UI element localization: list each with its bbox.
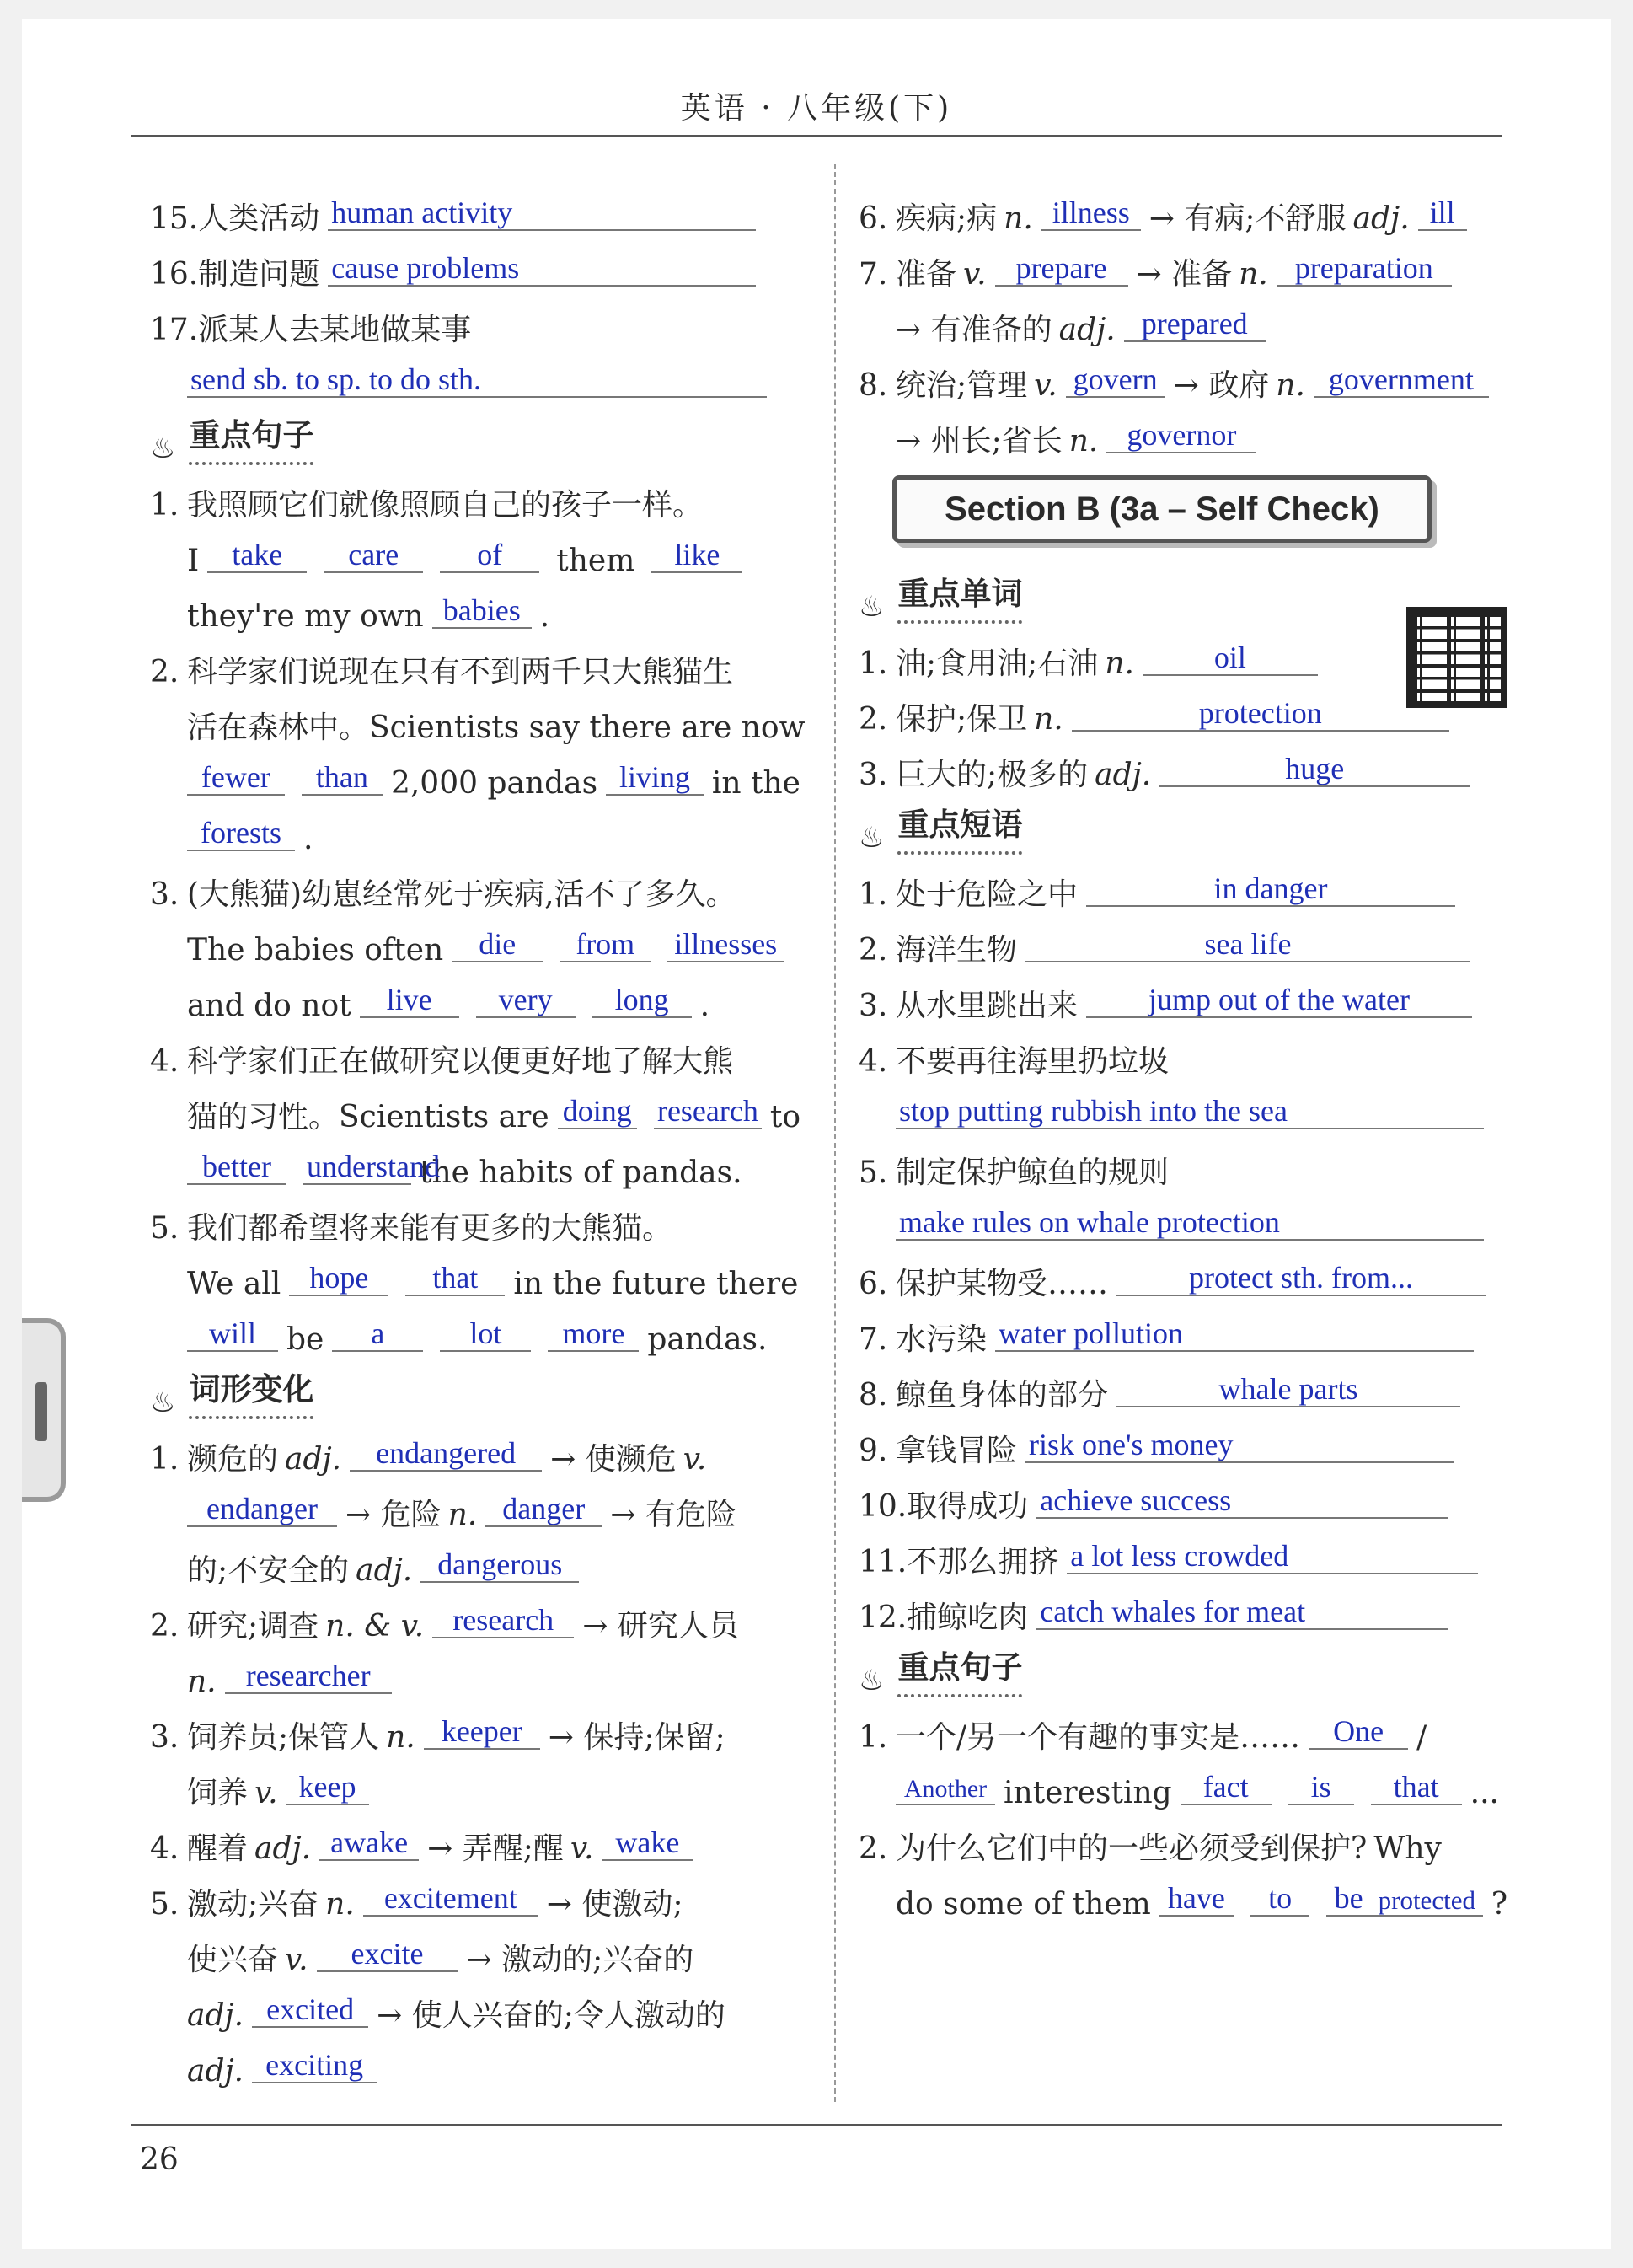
phrase-item: 4. 不要再往海里扔垃圾: [859, 1044, 1170, 1079]
word-form-item: 4. 醒着 adj. awake → 弄醒;醒 v. wake: [150, 1809, 800, 1864]
answer: in danger: [1086, 873, 1455, 907]
answer: forests: [187, 818, 295, 851]
word-form-item: 6. 疾病;病 n. illness → 有病;不舒服 adj. ill: [859, 179, 1507, 234]
answer: exciting: [252, 2050, 377, 2083]
answer: government: [1314, 364, 1489, 398]
answer: whale parts: [1116, 1374, 1460, 1407]
sentence-item: 5. 我们都希望将来能有更多的大熊猫。: [150, 1211, 673, 1246]
left-column: 15. 人类活动 human activity 16. 制造问题 cause problems 17. 派某人去某地做某事 send sb. to sp. to do sth. ♨ 重点句子 1. 我照顾它们就像照顾自己的孩子一样。 I take care of them like they're my own babies . 2. 科学家们说现在只有不到两千只大熊猫生 活在森林中。 Scientists say there are now fewer than 2,000 pandas living in the forests . 3. (大熊猫)幼崽经常死于疾病,活不了多久。 The babies often die from illnesses and do not live very long . 4. 科学家们正在做研究以便更好地了解大熊 猫的习性。 Scientists are doing research to better understand the habits of pandas. 5. 我们都希望将来能有更多的大熊猫。 We all hope that in the future there will be a lot more pandas. ♨ 词形变化 1. 濒危的 adj. endangered → 使濒危 v. endanger → 危险 n. danger → 有危险 的;不安全的 adj. dangerous 2. 研究;调查 n. & v. research → 研究人员 n. researcher 3. 饲养员;保管人 n. keeper → 保持;保留; 饲养 v. keep 4. 醒着 adj. awake → 弄醒;醒 v. wake 5. 激动;兴奋 n. excitement → 使激动; 使兴奋 v. excite → 激动的;兴奋的 adj. excited → 使人兴奋的;令人激动的 adj. exciting: [150, 179, 800, 2087]
column-divider: [834, 164, 836, 2102]
answer: water pollution: [995, 1318, 1474, 1352]
answer: protected: [1371, 1887, 1483, 1917]
answer: catch whales for meat: [1036, 1596, 1448, 1630]
answer: protection: [1072, 698, 1449, 732]
answer: jump out of the water: [1086, 984, 1472, 1018]
footer-rule: [131, 2124, 1502, 2126]
answer: One: [1309, 1716, 1408, 1750]
answer: have: [1159, 1883, 1234, 1917]
answer: understand: [303, 1151, 411, 1185]
steam-icon: ♨: [859, 1664, 885, 1697]
sentence-item: 2. 科学家们说现在只有不到两千只大熊猫生: [150, 655, 734, 689]
answer: huge: [1159, 753, 1470, 787]
answer: research: [654, 1096, 762, 1129]
answer: danger: [485, 1493, 602, 1527]
answer: researcher: [225, 1660, 392, 1694]
right-column: 6. 疾病;病 n. illness → 有病;不舒服 adj. ill 7. 准备 v. prepare → 准备 n. preparation → 有准备的 adj. prepared 8. 统治;管理 v. govern → 政府 n. government → 州长;省长 n. governor Section B (3a – Self Check) ♨ 重点单词 1. 油;食用油;石油 n. oil 2. 保护;保卫 n. protection 3. 巨大的;极多的 adj. huge ♨ 重点短语 1. 处于危险之中 in danger 2. 海洋生物 sea life 3. 从水里跳出来 jump out of the water 4. 不要再往海里扔垃圾 stop putting rubbish into the sea 5. 制定保护鲸鱼的规则 make rules on whale protection 6. 保护某物受…… protect sth. from... 7. 水污染 water pollution 8. 鲸鱼身体的部分 whale parts 9. 拿钱冒险 risk one's money 10. 取得成功 achieve success 11. 不那么拥挤 a lot less crowded 12. 捕鲸吃肉 catch whales for meat ♨ 重点句子 1. 一个/另一个有趣的事实是…… One / Another interesting fact is that ... 2. 为什么它们中的一些必须受到保护? Why do some of them have to be protected ?: [859, 179, 1507, 1920]
sentence-item: 2. 为什么它们中的一些必须受到保护? Why: [859, 1831, 1442, 1866]
section-banner: Section B (3a – Self Check): [892, 475, 1432, 543]
answer: awake: [319, 1827, 419, 1861]
word-form-item: 8. 统治;管理 v. govern → 政府 n. government: [859, 346, 1507, 401]
phrase-item: 9. 拿钱冒险 risk one's money: [859, 1411, 1507, 1466]
answer: risk one's money: [1025, 1429, 1454, 1463]
sentence-item: 3. (大熊猫)幼崽经常死于疾病,活不了多久。: [150, 877, 736, 912]
answer: of: [440, 539, 539, 573]
answer: more: [548, 1318, 639, 1352]
answer: govern: [1066, 364, 1165, 398]
phrase-item: 10. 取得成功 achieve success: [859, 1466, 1507, 1522]
answer: governor: [1106, 420, 1256, 453]
answer: keeper: [424, 1716, 540, 1750]
word-form-item: 2. 研究;调查 n. & v. research → 研究人员: [150, 1603, 739, 1643]
answer: stop putting rubbish into the sea: [896, 1096, 1484, 1129]
answer: hope: [289, 1263, 388, 1296]
phrase-item: 1. 处于危险之中 in danger: [859, 855, 1507, 910]
word-form-item: 5. 激动;兴奋 n. excitement → 使激动;: [150, 1881, 683, 1922]
word-form-item: 1. 濒危的 adj. endangered → 使濒危 v.: [150, 1436, 707, 1477]
section-title-word-forms: ♨ 词形变化: [150, 1355, 800, 1419]
answer: excitement: [363, 1883, 538, 1917]
phrase-item: 5. 制定保护鲸鱼的规则: [859, 1155, 1170, 1190]
phrase-item: 17. 派某人去某地做某事: [150, 313, 472, 347]
answer: cause problems: [328, 253, 756, 287]
answer: to: [1250, 1883, 1309, 1917]
answer: send sb. to sp. to do sth.: [187, 364, 767, 398]
answer: a lot less crowded: [1067, 1541, 1478, 1574]
answer: like: [651, 539, 742, 573]
answer: take: [207, 539, 307, 573]
answer: endangered: [350, 1438, 542, 1472]
phrase-item: 8. 鲸鱼身体的部分 whale parts: [859, 1355, 1507, 1411]
answer: keep: [286, 1772, 369, 1805]
section-title-key-phrases: ♨ 重点短语: [859, 791, 1507, 855]
answer: live: [360, 984, 459, 1018]
qr-code-icon[interactable]: [1406, 607, 1507, 708]
phrase-item: 3. 从水里跳出来 jump out of the water: [859, 966, 1507, 1021]
answer: fewer: [187, 762, 285, 796]
answer: lot: [440, 1318, 531, 1352]
answer: excite: [317, 1938, 458, 1972]
phrase-item: 16. 制造问题 cause problems: [150, 234, 800, 290]
steam-icon: ♨: [150, 432, 176, 465]
answer: long: [592, 984, 692, 1018]
phrase-item: 7. 水污染 water pollution: [859, 1300, 1507, 1355]
sentence-item: 1. 我照顾它们就像照顾自己的孩子一样。: [150, 488, 704, 523]
answer: endanger: [187, 1493, 337, 1527]
answer: oil: [1143, 642, 1318, 676]
sentence-item: 1. 一个/另一个有趣的事实是…… One /: [859, 1714, 1427, 1755]
answer: protect sth. from...: [1116, 1263, 1486, 1296]
word-item: 3. 巨大的;极多的 adj. huge: [859, 735, 1507, 791]
phrase-item: 12. 捕鲸吃肉 catch whales for meat: [859, 1578, 1507, 1633]
answer: very: [476, 984, 576, 1018]
answer: Another: [896, 1777, 995, 1805]
answer: living: [606, 762, 704, 796]
answer: ill: [1418, 197, 1467, 231]
answer: be: [1326, 1883, 1371, 1917]
word-form-item: 3. 饲养员;保管人 n. keeper → 保持;保留;: [150, 1714, 725, 1755]
answer: that: [1371, 1772, 1462, 1805]
answer: will: [187, 1318, 278, 1352]
answer: sea life: [1025, 929, 1470, 962]
answer: a: [332, 1318, 423, 1352]
answer: that: [405, 1263, 505, 1296]
answer: make rules on whale protection: [896, 1207, 1484, 1241]
answer: preparation: [1277, 253, 1452, 287]
answer: human activity: [328, 197, 756, 231]
phrase-item: 11. 不那么拥挤 a lot less crowded: [859, 1522, 1507, 1578]
steam-icon: ♨: [859, 821, 885, 855]
phrase-item: 2. 海洋生物 sea life: [859, 910, 1507, 966]
answer: than: [302, 762, 383, 796]
answer: prepared: [1124, 308, 1266, 342]
answer: die: [452, 929, 543, 962]
page-header: 英语 · 八年级(下): [131, 84, 1502, 137]
phrase-item: 6. 保护某物受…… protect sth. from...: [859, 1244, 1507, 1300]
answer: babies: [432, 595, 532, 629]
word-item: 1. 油;食用油;石油 n. oil: [859, 624, 1507, 679]
answer: fact: [1181, 1772, 1272, 1805]
answer: illness: [1041, 197, 1141, 231]
unit-side-tab: [22, 1318, 66, 1502]
answer: prepare: [995, 253, 1128, 287]
answer: wake: [602, 1827, 693, 1861]
answer: dangerous: [420, 1549, 579, 1583]
answer: illnesses: [667, 929, 784, 962]
answer: achieve success: [1036, 1485, 1448, 1519]
answer: excited: [252, 1994, 368, 2028]
answer: research: [432, 1605, 574, 1638]
answer: care: [324, 539, 423, 573]
section-title-key-sentences: ♨ 重点句子: [859, 1633, 1507, 1697]
word-item: 2. 保护;保卫 n. protection: [859, 679, 1507, 735]
sentence-item: 4. 科学家们正在做研究以便更好地了解大熊: [150, 1044, 734, 1079]
phrase-item: 15. 人类活动 human activity: [150, 179, 800, 234]
steam-icon: ♨: [150, 1386, 176, 1419]
answer: from: [560, 929, 651, 962]
section-title-key-words: ♨ 重点单词: [859, 560, 1507, 624]
answer: better: [187, 1151, 286, 1185]
steam-icon: ♨: [859, 590, 885, 624]
workbook-page: [22, 19, 1611, 2249]
answer: is: [1288, 1772, 1354, 1805]
section-title-sentences: ♨ 重点句子: [150, 401, 800, 465]
word-form-item: 7. 准备 v. prepare → 准备 n. preparation: [859, 234, 1507, 290]
page-number: 26: [140, 2142, 179, 2177]
answer: doing: [558, 1096, 637, 1129]
